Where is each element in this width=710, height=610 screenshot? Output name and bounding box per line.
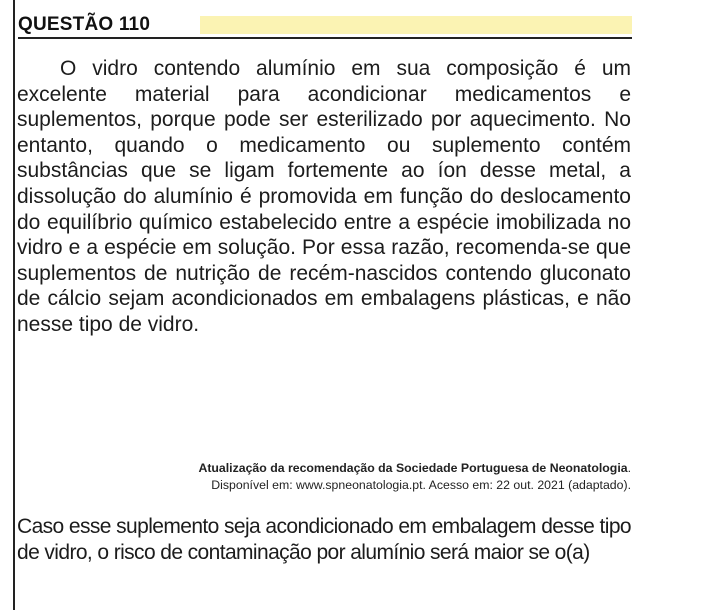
passage-text: O vidro contendo alumínio em sua composição é um excelente material para acondicionar medicamentos e suplementos, porque pode ser esterilizado por aquecimento. No entanto, quando o medicamento ou suplemento contém substâncias que se ligam fortemente ao íon desse metal, a dissolução do alumínio é promovida em função do deslocamento do equilíbrio químico estabelecido entre a espécie imobilizada no vidro e a espécie em solução. Por essa razão, recomenda-se que suplementos de nutrição de recém-nascidos contendo gluconato de cálcio sejam acondicionados em embalagens plásticas, e não nesse tipo de vidro. [17,57,631,336]
source-title: Atualização da recomendação da Sociedade Portuguesa de Neonatologia [198,461,628,475]
source-availability: Disponível em: www.spneonatologia.pt. Acesso em: 22 out. 2021 (adaptado). [211,478,631,492]
source-title-line [40,460,631,477]
source-title-period: . [627,461,631,475]
source-citation [40,460,631,494]
left-margin-rule [13,0,15,610]
question-number: QUESTÃO 110 [18,14,151,35]
question-prompt: Caso esse suplemento seja acondicionado em embalagem desse tipo de vidro, o risco de contaminação por alumínio será maior se o(a) [17,515,631,564]
header-underline [18,37,632,39]
question-header [18,13,632,39]
header-highlight-bar [200,16,632,34]
